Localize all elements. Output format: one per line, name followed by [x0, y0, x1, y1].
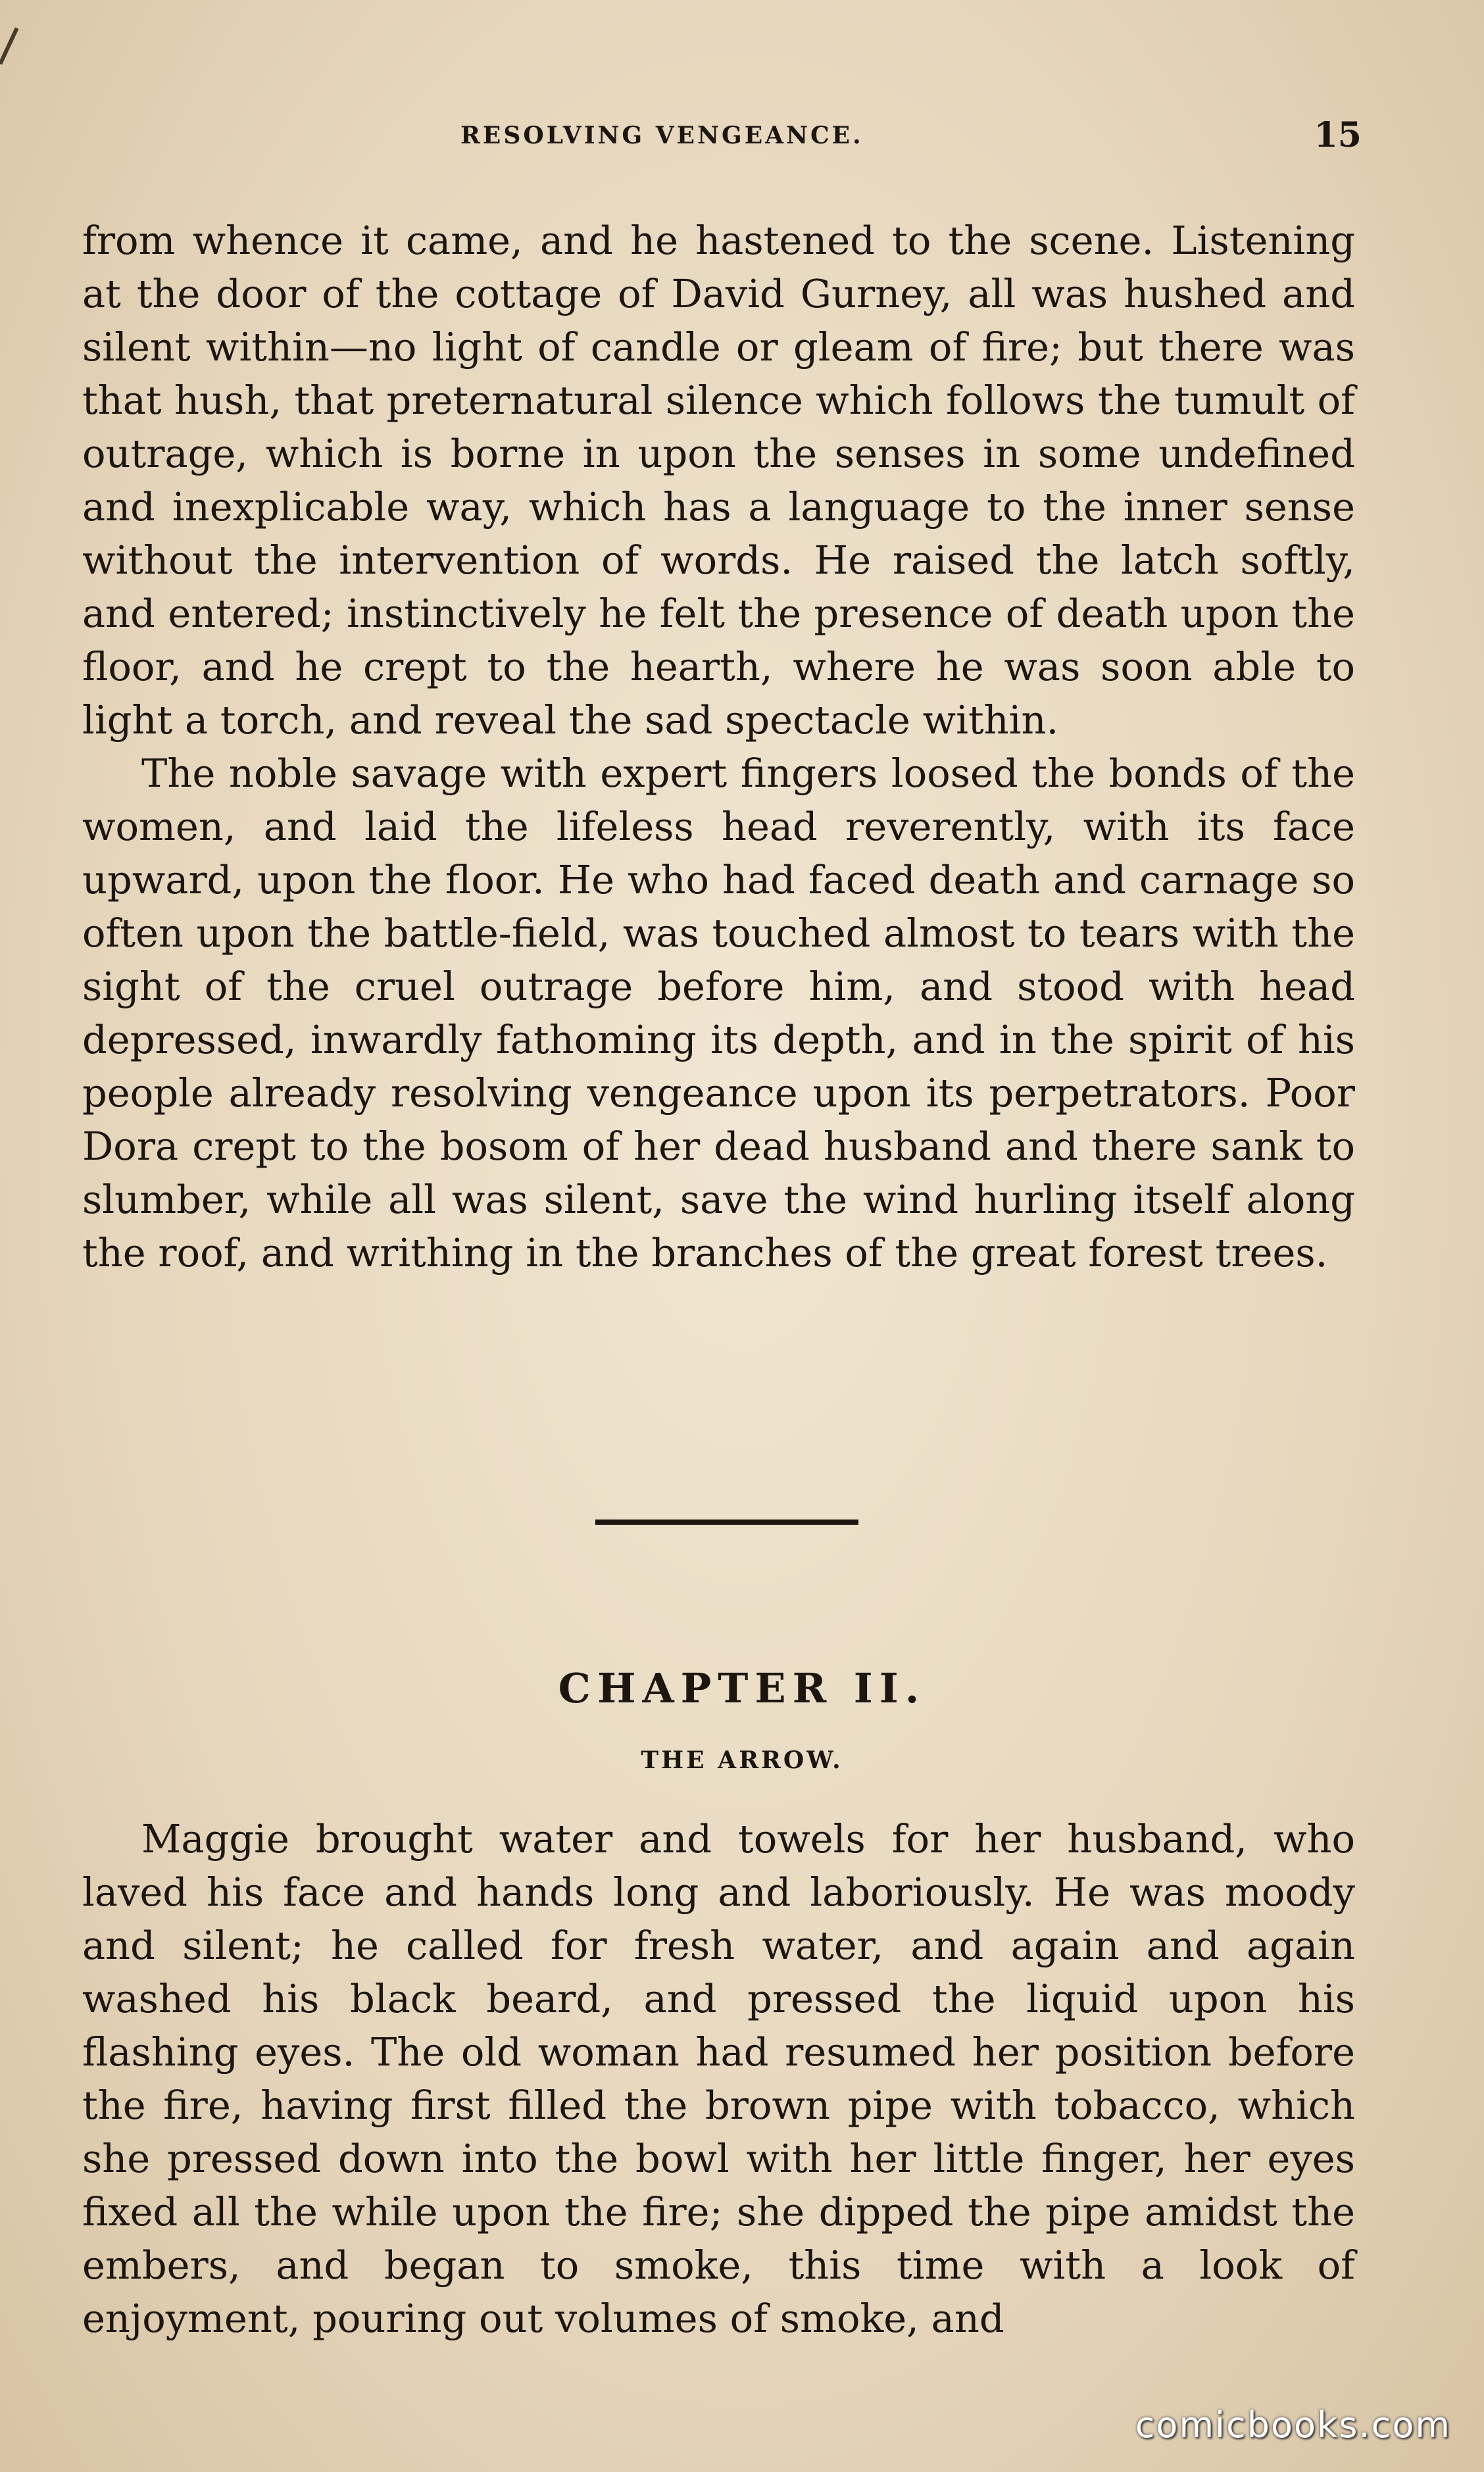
paragraph: from whence it came, and he hastened to the scene. Listening at the door of the cottage of David Gurney, all was hushed and silent within—no light of candle or gleam of fire; but there was that hush, that preternatural silence which follows the tumult of outrage, which is borne in upon the senses in some undefined and inexplicable way, which has a language to the inner sense without the intervention of words. He raised the latch softly, and entered; instinctively he felt the presence of death upon the floor, and he crept to the hearth, where he was soon able to light a torch, and reveal the sad spectacle within.: [82, 218, 1355, 743]
body-text: [82, 214, 1355, 1279]
running-head: RESOLVING VENGEANCE.: [460, 122, 864, 149]
watermark-logo: comicbooks.com: [1135, 2404, 1451, 2446]
paragraph: Maggie brought water and towels for her husband, who laved his face and hands long and laboriously. He was moody and silent; he called for fresh water, and again and again washed his black beard, and pressed the liquid upon his flashing eyes. The old woman had resumed her position before the fire, having first filled the brown pipe with tobacco, which she pressed down into the bowl with her little finger, her eyes fixed all the while upon the fire; she dipped the pipe amidst the embers, and began to smoke, this time with a look of enjoyment, pouring out volumes of smoke, and: [82, 1816, 1355, 2341]
paragraph: The noble savage with expert fingers loosed the bonds of the women, and laid the lifeless head reverently, with its face upward, upon the floor. He who had faced death and carnage so often upon the battle-field, was touched almost to tears with the sight of the cruel outrage before him, and stood with head depressed, inwardly fathoming its depth, and in the spirit of his people already resolving vengeance upon its perpetrators. Poor Dora crept to the bosom of her dead husband and there sank to slumber, while all was silent, save the wind hurling itself along the roof, and writhing in the branches of the great forest trees.: [82, 751, 1355, 1275]
page-number: 15: [1314, 115, 1362, 155]
page-header: [460, 115, 1362, 155]
chapter-title: CHAPTER II.: [558, 1664, 926, 1712]
chapter-subtitle: THE ARROW.: [641, 1746, 843, 1774]
chapter-body: [82, 1812, 1355, 2345]
section-divider: [595, 1520, 858, 1525]
pencil-mark: [0, 28, 18, 65]
